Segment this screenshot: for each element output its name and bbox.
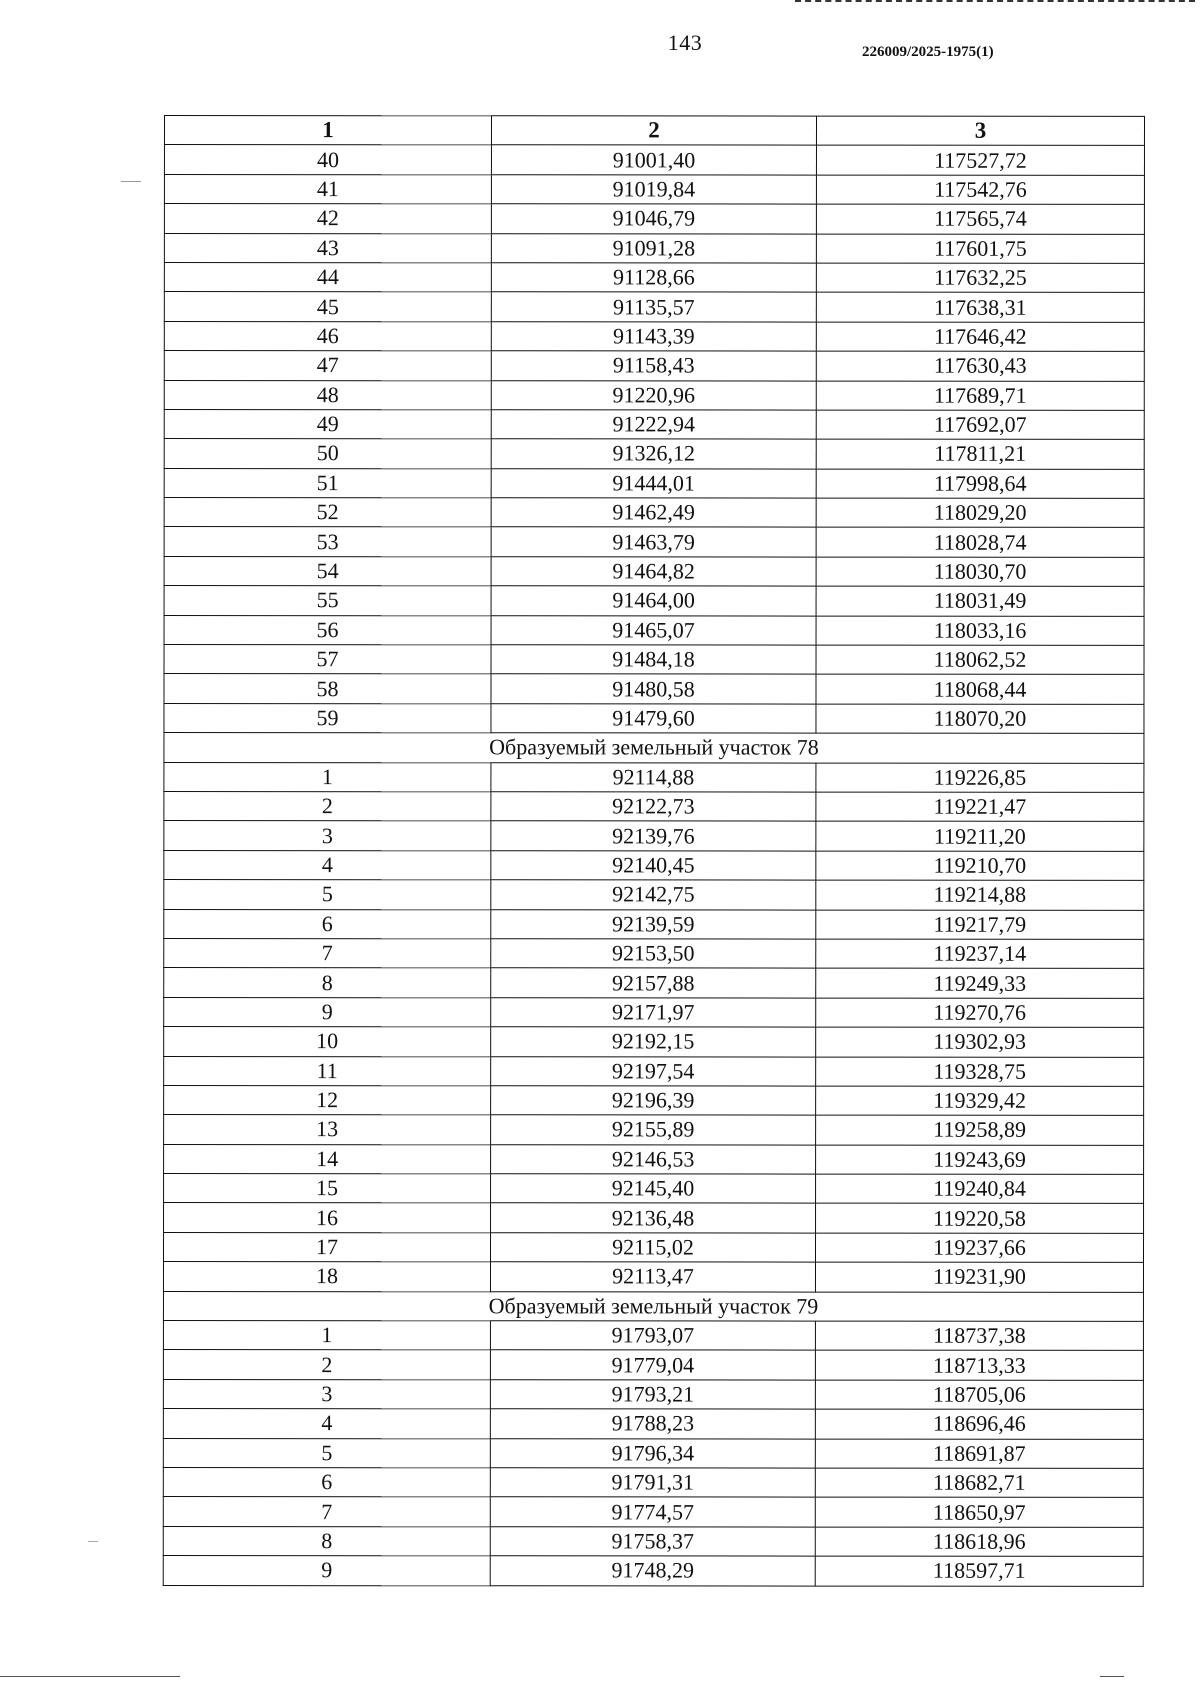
table-row bbox=[163, 1232, 1143, 1262]
y-coordinate-cell: 119328,75 bbox=[816, 1057, 1144, 1087]
x-coordinate-cell: 92115,02 bbox=[490, 1233, 815, 1263]
table-row bbox=[164, 321, 1144, 351]
table-row bbox=[164, 1115, 1144, 1145]
column-header: 3 bbox=[816, 116, 1144, 146]
x-coordinate-cell: 91135,57 bbox=[491, 292, 816, 322]
y-coordinate-cell: 117646,42 bbox=[816, 322, 1144, 352]
x-coordinate-cell: 91158,43 bbox=[491, 351, 816, 381]
point-number-cell: 10 bbox=[164, 1027, 491, 1057]
table-row bbox=[164, 145, 1144, 175]
table-row bbox=[164, 527, 1144, 557]
section-header-row bbox=[163, 1291, 1143, 1321]
point-number-cell: 52 bbox=[164, 498, 491, 528]
x-coordinate-cell: 92196,39 bbox=[491, 1086, 816, 1116]
point-number-cell: 7 bbox=[164, 938, 491, 968]
page-number: 143 bbox=[667, 30, 703, 55]
table-row bbox=[163, 1467, 1143, 1497]
point-number-cell: 5 bbox=[163, 1438, 490, 1468]
point-number-cell: 58 bbox=[164, 674, 491, 704]
point-number-cell: 8 bbox=[164, 968, 491, 998]
table-row bbox=[164, 880, 1144, 910]
coordinates-table bbox=[163, 115, 1145, 1586]
point-number-cell: 1 bbox=[163, 1321, 490, 1351]
bottom-scan-rule bbox=[0, 1676, 180, 1677]
point-number-cell: 17 bbox=[163, 1232, 490, 1262]
x-coordinate-cell: 91464,00 bbox=[491, 586, 816, 616]
y-coordinate-cell: 119258,89 bbox=[816, 1115, 1144, 1145]
x-coordinate-cell: 91480,58 bbox=[491, 674, 816, 704]
point-number-cell: 2 bbox=[163, 1350, 490, 1380]
x-coordinate-cell: 91791,31 bbox=[490, 1468, 815, 1498]
table-row bbox=[164, 1027, 1144, 1057]
y-coordinate-cell: 119220,58 bbox=[816, 1204, 1144, 1234]
y-coordinate-cell: 119217,79 bbox=[816, 910, 1144, 940]
y-coordinate-cell: 118070,20 bbox=[816, 704, 1144, 734]
table-row bbox=[164, 909, 1144, 939]
point-number-cell: 3 bbox=[163, 1379, 490, 1409]
table-row bbox=[164, 850, 1144, 880]
point-number-cell: 4 bbox=[163, 1409, 490, 1439]
y-coordinate-cell: 117998,64 bbox=[816, 469, 1144, 499]
table-row bbox=[163, 1497, 1143, 1527]
point-number-cell: 45 bbox=[164, 292, 491, 322]
x-coordinate-cell: 92139,59 bbox=[491, 909, 816, 939]
y-coordinate-cell: 119302,93 bbox=[816, 1027, 1144, 1057]
x-coordinate-cell: 92122,73 bbox=[491, 792, 816, 822]
table-row bbox=[164, 351, 1144, 381]
y-coordinate-cell: 119270,76 bbox=[816, 998, 1144, 1028]
table-row bbox=[164, 762, 1144, 792]
x-coordinate-cell: 91479,60 bbox=[491, 704, 816, 734]
table-row bbox=[164, 1174, 1144, 1204]
table-row bbox=[164, 556, 1144, 586]
y-coordinate-cell: 118650,97 bbox=[815, 1497, 1143, 1527]
point-number-cell: 41 bbox=[164, 174, 491, 204]
table-row bbox=[164, 938, 1144, 968]
point-number-cell: 42 bbox=[164, 204, 491, 234]
table-row bbox=[164, 292, 1144, 322]
document-code: 226009/2025-1975(1) bbox=[862, 44, 994, 60]
table-row bbox=[164, 498, 1144, 528]
x-coordinate-cell: 91001,40 bbox=[491, 145, 816, 175]
table-row bbox=[164, 204, 1144, 234]
table-row bbox=[164, 1056, 1144, 1086]
x-coordinate-cell: 92155,89 bbox=[491, 1115, 816, 1145]
point-number-cell: 46 bbox=[164, 321, 491, 351]
y-coordinate-cell: 117630,43 bbox=[816, 351, 1144, 381]
y-coordinate-cell: 118713,33 bbox=[815, 1350, 1143, 1380]
y-coordinate-cell: 119329,42 bbox=[816, 1086, 1144, 1116]
y-coordinate-cell: 119214,88 bbox=[816, 880, 1144, 910]
y-coordinate-cell: 118705,06 bbox=[815, 1380, 1143, 1410]
table-row bbox=[163, 1379, 1143, 1409]
x-coordinate-cell: 91046,79 bbox=[491, 204, 816, 234]
x-coordinate-cell: 92145,40 bbox=[491, 1174, 816, 1204]
x-coordinate-cell: 91463,79 bbox=[491, 527, 816, 557]
table-row bbox=[164, 409, 1144, 439]
y-coordinate-cell: 119226,85 bbox=[816, 763, 1144, 793]
point-number-cell: 40 bbox=[164, 145, 491, 175]
y-coordinate-cell: 118691,87 bbox=[815, 1439, 1143, 1469]
y-coordinate-cell: 119211,20 bbox=[816, 821, 1144, 851]
x-coordinate-cell: 91222,94 bbox=[491, 410, 816, 440]
x-coordinate-cell: 92146,53 bbox=[491, 1144, 816, 1174]
x-coordinate-cell: 91748,29 bbox=[490, 1556, 815, 1586]
y-coordinate-cell: 117692,07 bbox=[816, 410, 1144, 440]
point-number-cell: 7 bbox=[163, 1497, 490, 1527]
y-coordinate-cell: 119210,70 bbox=[816, 851, 1144, 881]
y-coordinate-cell: 117811,21 bbox=[816, 439, 1144, 469]
y-coordinate-cell: 119243,69 bbox=[816, 1145, 1144, 1175]
table-row bbox=[164, 791, 1144, 821]
table-row bbox=[164, 1203, 1144, 1233]
x-coordinate-cell: 91444,01 bbox=[491, 468, 816, 498]
table-row bbox=[163, 1409, 1143, 1439]
point-number-cell: 4 bbox=[164, 850, 491, 880]
x-coordinate-cell: 92139,76 bbox=[491, 821, 816, 851]
table-row bbox=[163, 1438, 1143, 1468]
x-coordinate-cell: 92153,50 bbox=[491, 939, 816, 969]
table-row bbox=[164, 439, 1144, 469]
x-coordinate-cell: 91779,04 bbox=[490, 1350, 815, 1380]
y-coordinate-cell: 118062,52 bbox=[816, 645, 1144, 675]
y-coordinate-cell: 117638,31 bbox=[816, 292, 1144, 322]
table-row bbox=[164, 645, 1144, 675]
point-number-cell: 6 bbox=[164, 909, 491, 939]
point-number-cell: 49 bbox=[164, 409, 491, 439]
point-number-cell: 51 bbox=[164, 468, 491, 498]
point-number-cell: 15 bbox=[164, 1174, 491, 1204]
x-coordinate-cell: 92157,88 bbox=[491, 968, 816, 998]
point-number-cell: 12 bbox=[164, 1085, 491, 1115]
table-row bbox=[164, 615, 1144, 645]
point-number-cell: 59 bbox=[164, 703, 491, 733]
point-number-cell: 53 bbox=[164, 527, 491, 557]
section-header-row bbox=[164, 733, 1144, 763]
table-row bbox=[164, 674, 1144, 704]
y-coordinate-cell: 119221,47 bbox=[816, 792, 1144, 822]
point-number-cell: 9 bbox=[163, 1556, 490, 1586]
y-coordinate-cell: 117565,74 bbox=[816, 204, 1144, 234]
y-coordinate-cell: 117689,71 bbox=[816, 381, 1144, 411]
table-row bbox=[163, 1526, 1143, 1556]
y-coordinate-cell: 119240,84 bbox=[816, 1174, 1144, 1204]
x-coordinate-cell: 91793,07 bbox=[490, 1321, 815, 1351]
table-row bbox=[164, 1144, 1144, 1174]
y-coordinate-cell: 117542,76 bbox=[816, 175, 1144, 205]
point-number-cell: 6 bbox=[163, 1467, 490, 1497]
x-coordinate-cell: 91462,49 bbox=[491, 498, 816, 528]
table-row bbox=[164, 174, 1144, 204]
table-row bbox=[163, 1321, 1143, 1351]
x-coordinate-cell: 92171,97 bbox=[491, 998, 816, 1028]
table-header bbox=[164, 116, 1144, 146]
x-coordinate-cell: 91220,96 bbox=[491, 380, 816, 410]
y-coordinate-cell: 118597,71 bbox=[815, 1556, 1143, 1586]
y-coordinate-cell: 118029,20 bbox=[816, 498, 1144, 528]
point-number-cell: 5 bbox=[164, 880, 491, 910]
x-coordinate-cell: 92140,45 bbox=[491, 851, 816, 881]
x-coordinate-cell: 91793,21 bbox=[490, 1380, 815, 1410]
point-number-cell: 50 bbox=[164, 439, 491, 469]
table-row bbox=[164, 1085, 1144, 1115]
column-header: 1 bbox=[164, 116, 491, 146]
header-row bbox=[164, 116, 1144, 146]
y-coordinate-cell: 119249,33 bbox=[816, 968, 1144, 998]
y-coordinate-cell: 119237,14 bbox=[816, 939, 1144, 969]
x-coordinate-cell: 91788,23 bbox=[490, 1409, 815, 1439]
point-number-cell: 2 bbox=[164, 791, 491, 821]
top-scan-rule bbox=[795, 0, 1195, 5]
y-coordinate-cell: 118031,49 bbox=[816, 586, 1144, 616]
point-number-cell: 8 bbox=[163, 1526, 490, 1556]
x-coordinate-cell: 92136,48 bbox=[491, 1203, 816, 1233]
point-number-cell: 16 bbox=[164, 1203, 491, 1233]
point-number-cell: 48 bbox=[164, 380, 491, 410]
y-coordinate-cell: 117632,25 bbox=[816, 263, 1144, 293]
point-number-cell: 18 bbox=[163, 1262, 490, 1292]
table-row bbox=[163, 1350, 1143, 1380]
point-number-cell: 44 bbox=[164, 262, 491, 292]
point-number-cell: 11 bbox=[164, 1056, 491, 1086]
table-body bbox=[163, 145, 1144, 1586]
y-coordinate-cell: 118696,46 bbox=[815, 1409, 1143, 1439]
point-number-cell: 13 bbox=[164, 1115, 491, 1145]
y-coordinate-cell: 118737,38 bbox=[815, 1321, 1143, 1351]
y-coordinate-cell: 118068,44 bbox=[816, 674, 1144, 704]
point-number-cell: 47 bbox=[164, 351, 491, 381]
y-coordinate-cell: 118033,16 bbox=[816, 616, 1144, 646]
table-row bbox=[164, 997, 1144, 1027]
x-coordinate-cell: 92113,47 bbox=[490, 1262, 815, 1292]
table-row bbox=[164, 968, 1144, 998]
x-coordinate-cell: 92114,88 bbox=[491, 762, 816, 792]
column-header: 2 bbox=[491, 116, 816, 146]
point-number-cell: 57 bbox=[164, 645, 491, 675]
y-coordinate-cell: 118030,70 bbox=[816, 557, 1144, 587]
x-coordinate-cell: 91143,39 bbox=[491, 322, 816, 352]
table-row bbox=[164, 233, 1144, 263]
point-number-cell: 55 bbox=[164, 586, 491, 616]
section-title: Образуемый земельный участок 79 bbox=[163, 1291, 1143, 1321]
y-coordinate-cell: 118618,96 bbox=[815, 1527, 1143, 1557]
point-number-cell: 1 bbox=[164, 762, 491, 792]
x-coordinate-cell: 91484,18 bbox=[491, 645, 816, 675]
x-coordinate-cell: 91128,66 bbox=[491, 263, 816, 293]
x-coordinate-cell: 92142,75 bbox=[491, 880, 816, 910]
x-coordinate-cell: 91019,84 bbox=[491, 175, 816, 205]
x-coordinate-cell: 91774,57 bbox=[490, 1497, 815, 1527]
x-coordinate-cell: 91465,07 bbox=[491, 615, 816, 645]
scan-mark bbox=[88, 1541, 98, 1542]
table-row bbox=[164, 262, 1144, 292]
point-number-cell: 9 bbox=[164, 997, 491, 1027]
y-coordinate-cell: 118028,74 bbox=[816, 528, 1144, 558]
table-row bbox=[164, 468, 1144, 498]
y-coordinate-cell: 118682,71 bbox=[815, 1468, 1143, 1498]
x-coordinate-cell: 92192,15 bbox=[491, 1027, 816, 1057]
table-row bbox=[164, 703, 1144, 733]
table-row bbox=[163, 1262, 1143, 1292]
y-coordinate-cell: 119231,90 bbox=[815, 1262, 1143, 1292]
x-coordinate-cell: 91091,28 bbox=[491, 233, 816, 263]
point-number-cell: 14 bbox=[164, 1144, 491, 1174]
table-row bbox=[164, 586, 1144, 616]
section-title: Образуемый земельный участок 78 bbox=[164, 733, 1144, 763]
scan-mark bbox=[121, 181, 141, 182]
point-number-cell: 54 bbox=[164, 556, 491, 586]
table-row bbox=[164, 380, 1144, 410]
point-number-cell: 56 bbox=[164, 615, 491, 645]
bottom-scan-mark bbox=[1100, 1676, 1124, 1677]
point-number-cell: 3 bbox=[164, 821, 491, 851]
x-coordinate-cell: 91464,82 bbox=[491, 557, 816, 587]
y-coordinate-cell: 117527,72 bbox=[816, 145, 1144, 175]
y-coordinate-cell: 119237,66 bbox=[815, 1233, 1143, 1263]
x-coordinate-cell: 91758,37 bbox=[490, 1527, 815, 1557]
x-coordinate-cell: 91326,12 bbox=[491, 439, 816, 469]
x-coordinate-cell: 91796,34 bbox=[490, 1438, 815, 1468]
point-number-cell: 43 bbox=[164, 233, 491, 263]
table-row bbox=[163, 1556, 1143, 1586]
table-row bbox=[164, 821, 1144, 851]
y-coordinate-cell: 117601,75 bbox=[816, 234, 1144, 264]
x-coordinate-cell: 92197,54 bbox=[491, 1056, 816, 1086]
